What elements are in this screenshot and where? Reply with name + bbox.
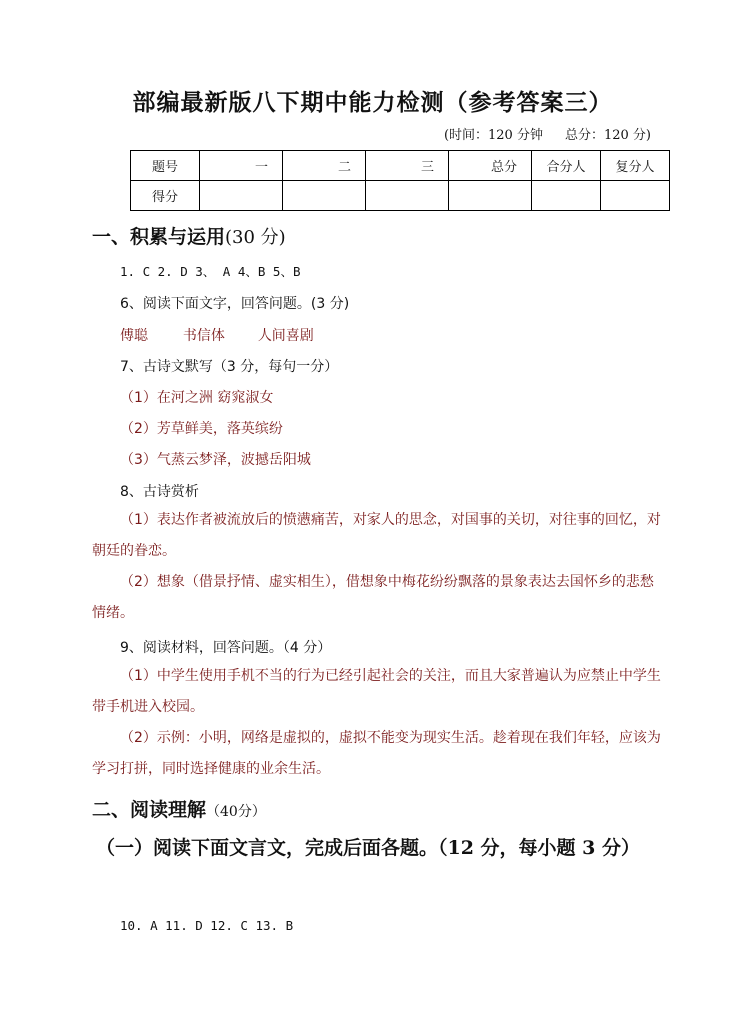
score-cell[interactable] [366, 181, 449, 211]
row-label: 得分 [131, 181, 200, 211]
header-cell: 二 [283, 151, 366, 181]
header-cell: 总分 [449, 151, 532, 181]
score-cell[interactable] [200, 181, 283, 211]
question-6: 6、阅读下面文字，回答问题。(3 分) [120, 296, 350, 312]
section-title: 一、积累与运用 [92, 226, 226, 248]
answer-7-3: （3）气蒸云梦泽，波撼岳阳城 [120, 452, 311, 468]
score-table-score-row [131, 181, 670, 211]
question-9: 9、阅读材料，回答问题。（4 分） [120, 640, 332, 656]
header-cell: 合分人 [532, 151, 601, 181]
answer-item: 傅聪 [120, 328, 148, 344]
question-8: 8、古诗赏析 [120, 484, 199, 500]
answers-1-5: 1. C 2. D 3、 A 4、B 5、B [120, 264, 301, 279]
score-table-header-row [131, 151, 670, 181]
header-cell: 三 [366, 151, 449, 181]
answer-6 [120, 325, 314, 345]
page-title: 部编最新版八下期中能力检测（参考答案三） [132, 89, 613, 116]
exam-meta [444, 124, 651, 143]
section-heading-2 [92, 795, 266, 822]
answer-9-1: （1）中学生使用手机不当的行为已经引起社会的关注，而且大家普遍认为应禁止中学生带手机进入校园。 [92, 668, 661, 715]
score-cell[interactable] [283, 181, 366, 211]
total-score: 总分：120 分) [564, 128, 651, 143]
answer-item: 书信体 [182, 328, 225, 344]
question-7: 7、古诗文默写（3 分，每句一分） [120, 359, 339, 375]
answer-item: 人间喜剧 [257, 328, 314, 344]
header-cell: 一 [200, 151, 283, 181]
score-table [130, 150, 670, 211]
header-cell: 题号 [131, 151, 200, 181]
section-score: （40分） [206, 804, 266, 820]
section-title: 二、阅读理解 [92, 799, 207, 821]
answer-9-2: （2）示例：小明，网络是虚拟的，虚拟不能变为现实生活。趁着现在我们年轻，应该为学习打拼，同时选择健康的业余生活。 [92, 730, 661, 777]
subsection-heading-1: （一）阅读下面文言文，完成后面各题。（12 分，每小题 3 分） [96, 837, 641, 859]
score-cell[interactable] [449, 181, 532, 211]
answer-8-1: （1）表达作者被流放后的愤懑痛苦，对家人的思念，对国事的关切，对往事的回忆，对朝廷的眷恋。 [92, 512, 661, 559]
answer-8-2: （2）想象（借景抒情、虚实相生），借想象中梅花纷纷飘落的景象表达去国怀乡的悲愁情绪。 [92, 574, 654, 621]
time-limit: (时间：120 分钟 [443, 128, 543, 143]
score-cell[interactable] [532, 181, 601, 211]
answer-7-2: （2）芳草鲜美，落英缤纷 [120, 421, 283, 437]
header-cell: 复分人 [601, 151, 670, 181]
section-score: (30 分) [225, 227, 286, 248]
answer-7-1: （1）在河之洲 窈窕淑女 [120, 390, 274, 406]
answers-10-13: 10. A 11. D 12. C 13. B [120, 918, 294, 933]
score-cell[interactable] [601, 181, 670, 211]
section-heading-1 [92, 222, 286, 249]
